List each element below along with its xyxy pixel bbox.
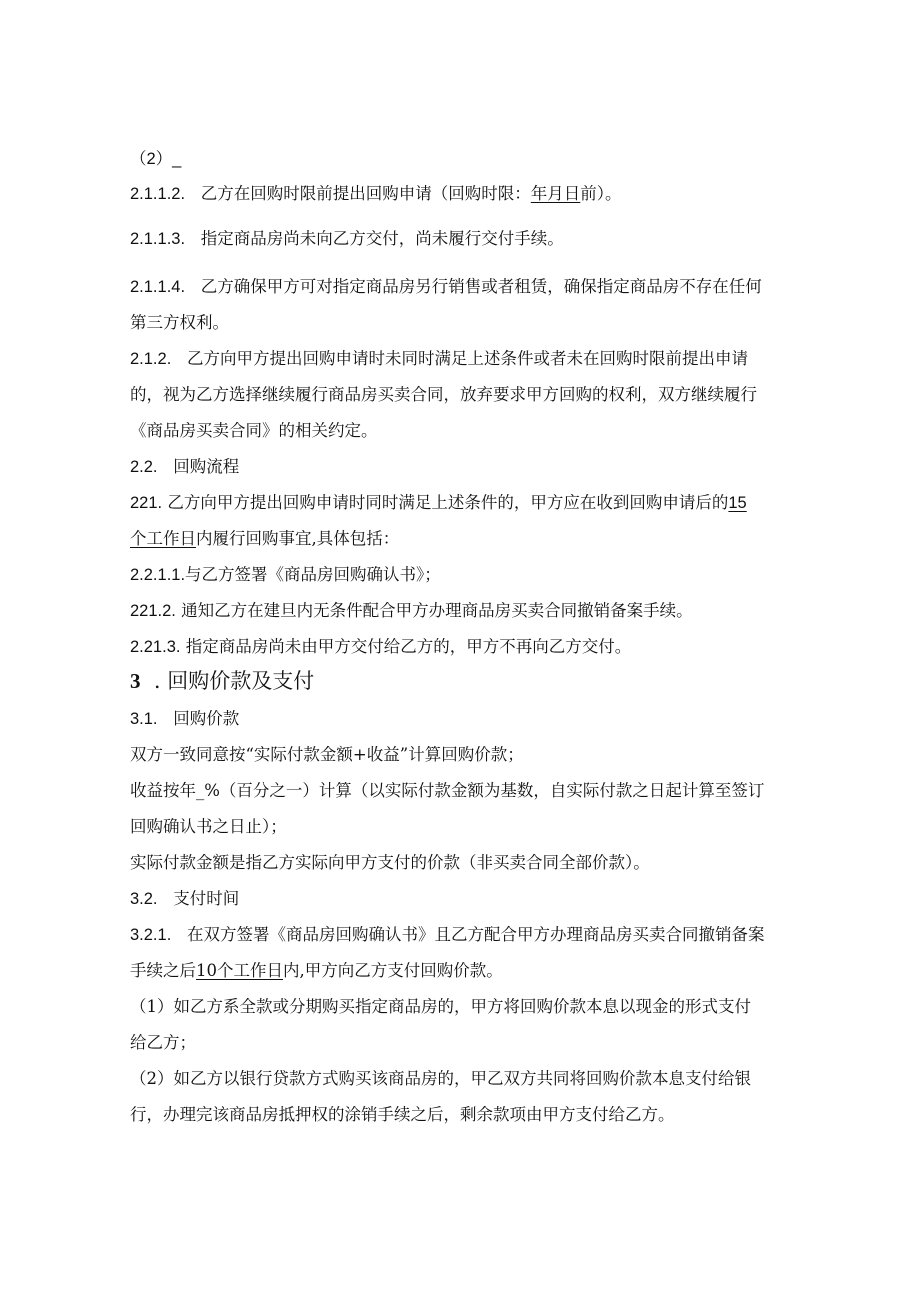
clause-2-2-1: 221. 乙方向甲方提出回购申请时同时满足上述条件的，甲方应在收到回购申请后的15 bbox=[130, 493, 747, 512]
clause-2-2-1-1: 2.2.1.1.与乙方签署《商品房回购确认书》； bbox=[130, 565, 441, 584]
clause-2-1-2-cont2: 《商品房买卖合同》的相关约定。 bbox=[130, 421, 378, 440]
actual-payment-line: 实际付款金额是指乙方实际向甲方支付的价款（非买卖合同全部价款）。 bbox=[130, 853, 650, 872]
section-3-1-heading: 3.1. 回购价款 bbox=[130, 709, 240, 728]
clause-2-1-1-4-cont: 第三方权利。 bbox=[130, 313, 229, 332]
payment-item-2: （2）如乙方以银行贷款方式购买该商品房的，甲乙双方共同将回购价款本息支付给银 bbox=[130, 1069, 751, 1088]
clause-2-1-1-4: 2.1.1.4. 乙方确保甲方可对指定商品房另行销售或者租赁，确保指定商品房不存在任何 bbox=[130, 277, 762, 296]
payment-item-2-cont: 行，办理完该商品房抵押权的涂销手续之后，剩余款项由甲方支付给乙方。 bbox=[130, 1105, 675, 1124]
clause-2-2-1-3: 2.21.3. 指定商品房尚未由甲方交付给乙方的，甲方不再向乙方交付。 bbox=[130, 637, 632, 656]
section-3-heading: 3 . 回购价款及支付 bbox=[130, 669, 315, 693]
clause-3-2-1-cont: 手续之后10个工作日内,甲方向乙方支付回购价款。 bbox=[130, 961, 503, 980]
line-item-2: （2）_ bbox=[130, 150, 182, 168]
clause-3-2-1: 3.2.1. 在双方签署《商品房回购确认书》且乙方配合甲方办理商品房买卖合同撤销备案 bbox=[130, 925, 765, 944]
clause-2-1-1-2: 2.1.1.2. 乙方在回购时限前提出回购申请（回购时限：年月日前）。 bbox=[130, 184, 622, 203]
section-3-2-heading: 3.2. 支付时间 bbox=[130, 889, 240, 908]
price-formula-line: 双方一致同意按“实际付款金额+收益”计算回购价款； bbox=[130, 745, 524, 764]
clause-2-1-2-cont1: 的，视为乙方选择继续履行商品房买卖合同，放弃要求甲方回购的权利，双方继续履行 bbox=[130, 385, 757, 404]
payment-item-1-cont: 给乙方； bbox=[130, 1033, 196, 1052]
clause-2-2-1-2: 221.2. 通知乙方在建旦内无条件配合甲方办理商品房买卖合同撤销备案手续。 bbox=[130, 601, 693, 620]
clause-2-2-1-cont: 个工作日内履行回购事宜,具体包括： bbox=[130, 529, 400, 548]
deadline-blank: 年月日 bbox=[530, 184, 581, 203]
payment-item-1: （1）如乙方系全款或分期购买指定商品房的，甲方将回购价款本息以现金的形式支付 bbox=[130, 997, 751, 1016]
clause-2-1-2: 2.1.2. 乙方向甲方提出回购申请时未同时满足上述条件或者未在回购时限前提出申请 bbox=[130, 349, 749, 368]
clause-2-1-1-3: 2.1.1.3. 指定商品房尚未向乙方交付，尚未履行交付手续。 bbox=[130, 229, 564, 248]
yield-line: 收益按年_%（百分之一）计算（以实际付款金额为基数，自实际付款之日起计算至签订 bbox=[130, 781, 765, 800]
section-2-2-heading: 2.2. 回购流程 bbox=[130, 457, 240, 476]
yield-line-cont: 回购确认书之日止）； bbox=[130, 817, 287, 836]
